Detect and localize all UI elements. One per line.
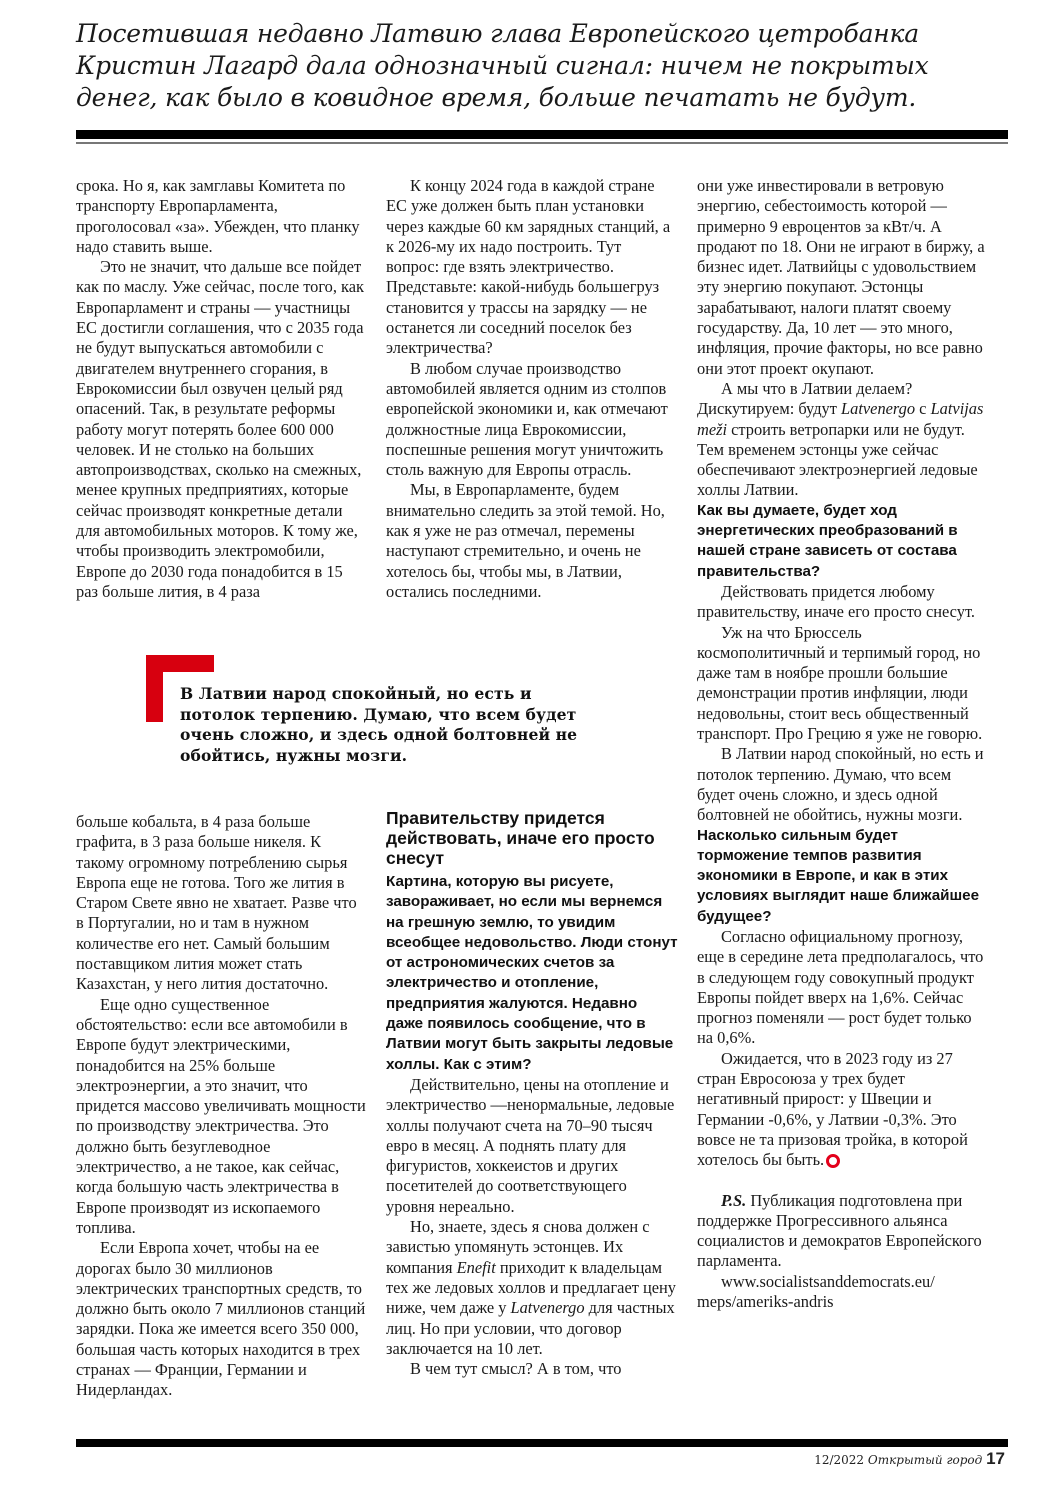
paragraph: Согласно официальному прогнозу, еще в середине лета предполагалось, что в следующем году совокупный продукт Европы пойдет вверх на 1,6%. Сейчас прогноз поменяли — рост будет только на 0,6%.	[697, 926, 984, 1048]
company-name: Enefit	[456, 1257, 496, 1277]
paragraph: Если Европа хочет, чтобы на ее дорогах было 30 миллионов электрических транспортных средств, то должно быть около 7 миллионов станций зарядки. Пока же имеется всего 350 000, большая часть которых находится в трех странах — Франции, Германии и Нидерландах.	[76, 1238, 366, 1400]
column-2-bottom	[386, 808, 678, 1379]
column-1-top	[76, 176, 366, 602]
text: Ожидается, что в 2023 году из 27 стран Евросоюза у трех будет негативный прирост: у Швеции и Германии -0,6%, у Латвии -0,3%. Это вовсе не та призовая тройка, в которой хотелось бы быть.	[697, 1048, 968, 1170]
interview-question: Картина, которую вы рисуете, завораживает, но если мы вернемся на грешную землю, то увидим всеобщее недовольство. Люди стонут от астрономических счетов за электричество и отопление, предприятия жалуются. Недавно даже появилось сообщение, что в Латвии могут быть закрыты ледовые холлы. Как с этим?	[386, 873, 678, 1073]
lead-paragraph: Посетившая недавно Латвию глава Европейского цетробанка Кристин Лагард дала однозначный сигнал: ничем не покрытых денег, как было в ковидное время, больше печатать не будут.	[76, 19, 929, 112]
paragraph: больше кобальта, в 4 раза больше графита, в 3 раза больше никеля. К такому огромному потреблению сырья Европа еще не готова. Того же лития в Старом Свете явно не хватает. Разве что в Португалии, но и там в нужном количестве его нет. Самый большим поставщиком лития может стать Казахстан, у него лития достаточно.	[76, 812, 357, 994]
paragraph	[697, 379, 989, 501]
interview-question: Как вы думаете, будет ход энергетических преобразований в нашей стране зависеть от состава правительства?	[697, 501, 958, 580]
company-name: Latvenergo	[841, 399, 916, 419]
footer-rule	[76, 1439, 1008, 1447]
page-footer	[814, 1449, 1005, 1469]
page-number: 17	[986, 1449, 1005, 1468]
paragraph: В Латвии народ спокойный, но есть и потолок терпению. Думаю, что всем будет очень сложно, и здесь одной болтовней не обойтись, нужны мозги.	[697, 744, 984, 825]
paragraph: Это не значит, что дальше все пойдет как по маслу. Уже сейчас, после того, как Европарламент и страны — участницы ЕС достигли соглашения, что с 2035 года не будут выпускаться автомобили с двигателем внутреннего сгорания, в Еврокомиссии был озвучен целый ряд опасений. Так, в результате реформы работу могут потерять более 600 000 человек. И не столько на больших автопроизводствах, сколько на смежных, менее крупных предприятиях, которые сейчас производят конкретные детали для автомобильных моторов. К тому же, чтобы производить электромобили, Европе до 2030 года понадобится в 15 раз больше лития, в 4 раза	[76, 257, 365, 601]
company-name: Latvenergo	[510, 1298, 585, 1318]
subheading: Правительству придется действовать, иначе его просто снесут	[386, 808, 655, 868]
ps-label: P.S.	[721, 1190, 747, 1210]
issue-number: 12/2022	[814, 1453, 865, 1467]
spacer	[697, 1171, 989, 1191]
paragraph: Действовать придется любому правительству, иначе его просто снесут.	[697, 581, 975, 622]
company-name: Latvijas meži	[697, 399, 984, 439]
column-2-top	[386, 176, 678, 602]
text: для частных лиц. Но при условии, что договор заключается на 10 лет.	[386, 1298, 675, 1358]
header-rule-thin	[76, 142, 1008, 144]
text: Но, знаете, здесь я снова должен с завистью упомянуть эстонцев. Их компания	[386, 1217, 650, 1277]
magazine-name: Открытый город	[867, 1453, 983, 1467]
paragraph	[386, 1217, 678, 1359]
paragraph: Еще одно существенное обстоятельство: если все автомобили в Европе будут электрическими, понадобится на 25% больше электроэнергии, а это значит, что придется массово увеличивать мощности по производству электричества. Это должно быть безуглеводное электричество, а не такое, как сейчас, когда большую часть электричества в Европе производят из ископаемого топлива.	[76, 994, 366, 1237]
text: строить ветропарки или не будут. Тем временем эстонцы уже сейчас обеспечивают электроэнергией ледовые холлы Латвии.	[697, 419, 978, 500]
column-3	[697, 176, 989, 1312]
pullquote-bracket-icon	[146, 655, 163, 722]
source-url[interactable]: www.socialistsanddemocrats.eu/ meps/ameriks-andris	[697, 1271, 935, 1312]
paragraph: они уже инвестировали в ветровую энергию, себестоимость которой — примерно 9 евроцентов за кВт/ч. А продают по 18. Они не играют в биржу, а бизнес идет. Латвийцы с удовольствием эту энергию покупают. Эстонцы зарабатывают, налоги платят своему государству. Да, 10 лет — это много, инфляция, прочие факторы, но все равно они этот проект окупают.	[697, 176, 985, 378]
text: Публикация подготовлена при поддержке Прогрессивного альянса социалистов и демократов Европейского парламента.	[697, 1190, 982, 1271]
paragraph: К концу 2024 года в каждой стране ЕС уже должен быть план установки через каждые 60 км зарядных станций, а к 2026-му их надо построить. Тут вопрос: где взять электричество. Представьте: какой-нибудь большегруз становится у трассы на зарядку — не останется ли соседний поселок без электричества?	[386, 176, 671, 358]
paragraph: Действительно, цены на отопление и электричество —ненормальные, ледовые холлы получают счета на 70–90 тысяч евро в месяц. А поднять плату для фигуристов, хоккеистов и других посетителей до соответствующего уровня нереально.	[386, 1074, 675, 1216]
header-rule-thick	[76, 130, 1008, 139]
pull-quote: В Латвии народ спокойный, но есть и потолок терпению. Думаю, что всем будет очень сложно, и здесь одной болтовней не обойтись, нужны мозги.	[180, 684, 578, 765]
paragraph: В чем тут смысл? А в том, что	[410, 1359, 622, 1379]
column-1-bottom	[76, 812, 366, 1401]
text: А мы что в Латвии делаем? Дискутируем: будут	[697, 378, 913, 419]
end-of-article-icon	[826, 1154, 840, 1168]
paragraph: Мы, в Европарламенте, будем внимательно следить за этой темой. Но, как я уже не раз отмечал, перемены наступают стремительно, и очень не хотелось бы, чтобы мы, в Латвии, остались последними.	[386, 480, 665, 601]
text: приходит к владельцам тех же ледовых холлов и предлагает цену ниже, чем даже у	[386, 1257, 676, 1318]
paragraph: Уж на что Брюссель космополитичный и терпимый город, но даже там в ноябре прошли большие демонстрации против инфляции, люди недовольны, стоит весь общественный транспорт. Про Грецию я уже не говорю.	[697, 622, 983, 744]
paragraph: срока. Но я, как замглавы Комитета по транспорту Европарламента, проголосовал «за». Убежден, что планку надо ставить выше.	[76, 176, 360, 256]
paragraph: В любом случае производство автомобилей является одним из столпов европейской экономики и, как отмечают должностные лица Еврокомиссии, поспешные решения могут уничтожить столь важную для Европы отрасль.	[386, 358, 668, 480]
interview-question: Насколько сильным будет торможение темпов развития экономики в Европе, и как в этих условиях выглядит наше ближайшее будущее?	[697, 826, 980, 925]
paragraph	[697, 1049, 989, 1171]
postscript	[697, 1191, 989, 1272]
text: с	[915, 399, 931, 419]
